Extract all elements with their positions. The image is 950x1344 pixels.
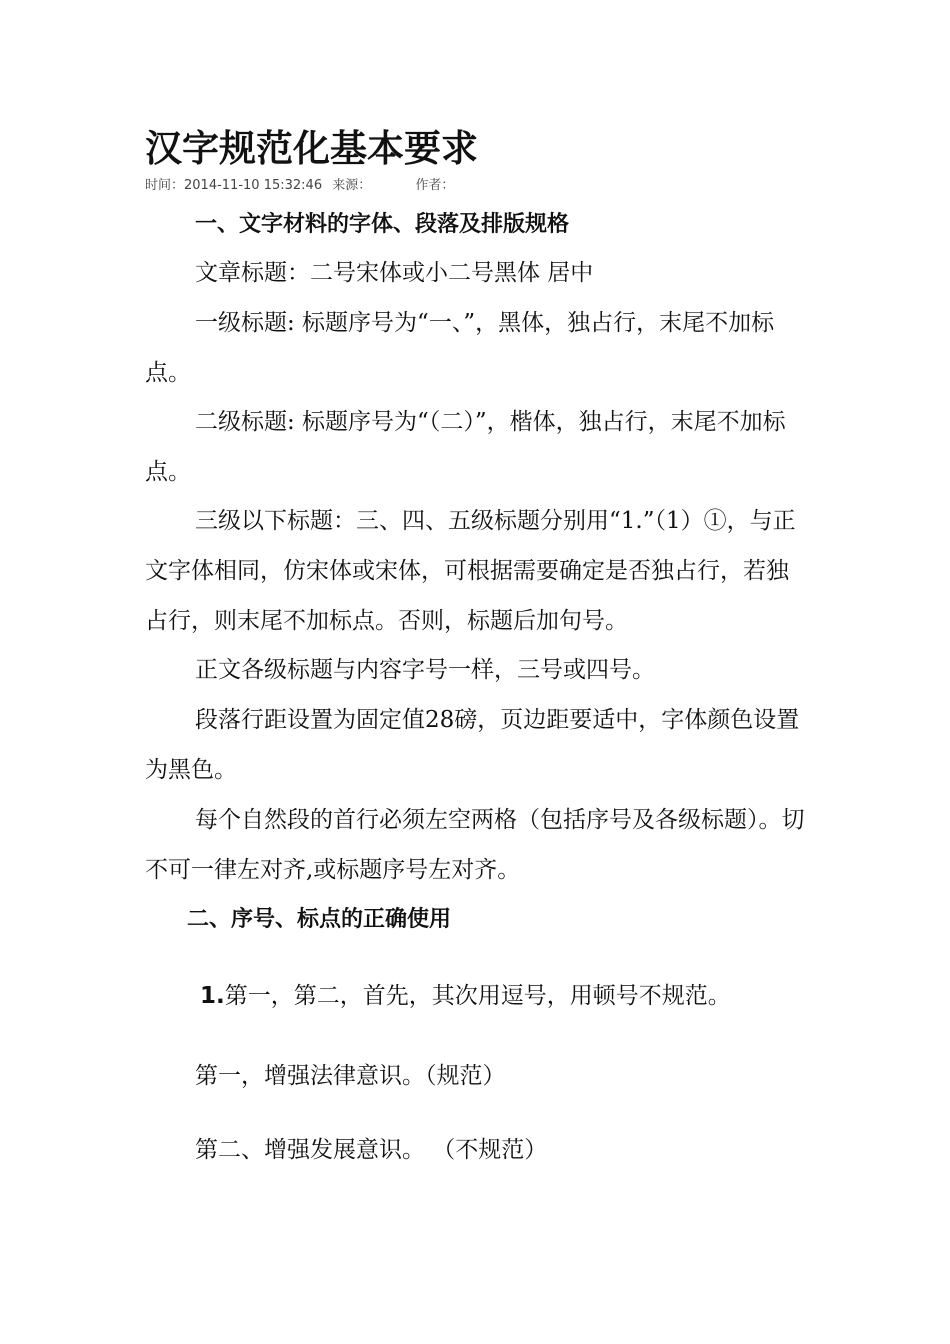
section-1-heading: 一、文字材料的字体、段落及排版规格 [195, 212, 570, 237]
example-incorrect: 第二、增强发展意识。 （不规范） [195, 1137, 548, 1163]
list-item-1 [200, 976, 731, 1016]
paragraph-line-spacing-rule: 段落行距设置为固定值28磅，页边距要适中，字体颜色设置为黑色。 [145, 707, 800, 783]
paragraph-level-1-heading-rule: 一级标题: 标题序号为“一、”，黑体，独占行，末尾不加标点。 [145, 310, 775, 386]
paragraph-level-3-heading-rule: 三级以下标题：三、四、五级标题分别用“1.”（1）①，与正文字体相同，仿宋体或宋体，可根据需要确定是否独占行，若独占行，则末尾不加标点。否则，标题后加句号。 [145, 508, 796, 634]
list-item-1-text: 第一，第二，首先，其次用逗号，用顿号不规范。 [224, 983, 731, 1009]
list-item-1-number: 1. [200, 983, 225, 1009]
paragraph-article-title-rule: 文章标题：二号宋体或小二号黑体 居中 [195, 260, 594, 286]
paragraph-indent-rule: 每个自然段的首行必须左空两格（包括序号及各级标题）。切不可一律左对齐,或标题序号左对齐。 [145, 807, 805, 883]
article-title: 汉字规范化基本要求 [145, 126, 478, 170]
example-correct: 第一，增强法律意识。（规范） [195, 1063, 506, 1089]
source-label: 来源： [332, 178, 372, 193]
author-label: 作者： [415, 178, 455, 193]
time-label: 时间： [145, 178, 185, 193]
time-value: 2014-11-10 15:32:46 [184, 178, 323, 193]
article-meta [145, 177, 454, 195]
paragraph-level-2-heading-rule: 二级标题: 标题序号为“（二）”，楷体，独占行，末尾不加标点。 [145, 409, 786, 485]
paragraph-font-size-rule: 正文各级标题与内容字号一样，三号或四号。 [195, 657, 655, 683]
section-2-heading: 二、序号、标点的正确使用 [187, 907, 452, 932]
